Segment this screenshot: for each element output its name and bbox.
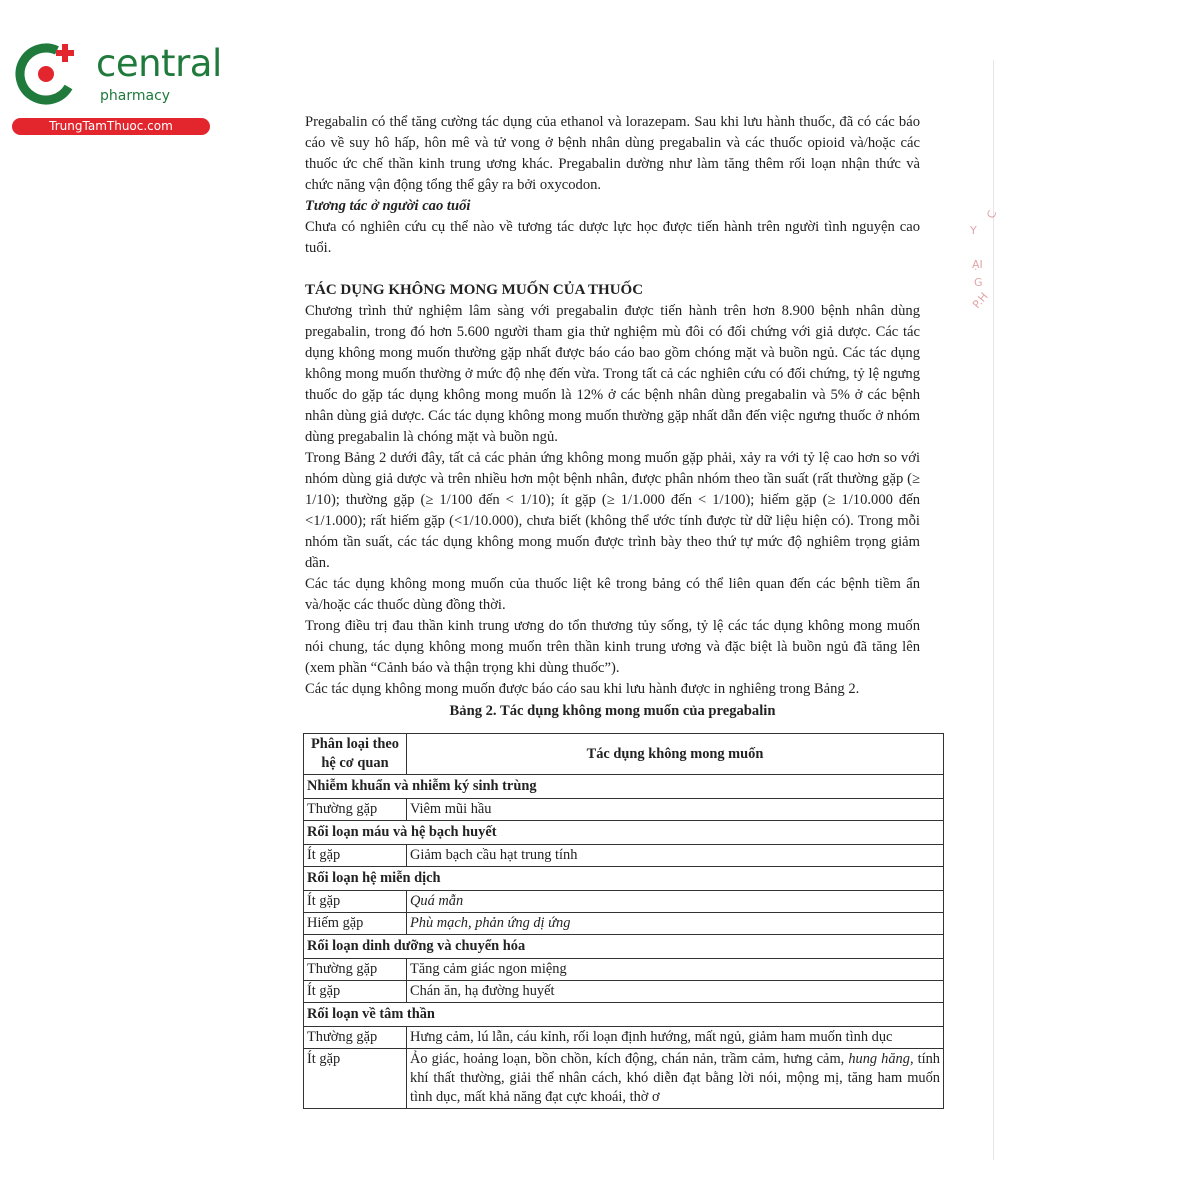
- section-heading: TÁC DỤNG KHÔNG MONG MUỐN CỦA THUỐC: [305, 282, 644, 298]
- paragraph: Trong Bảng 2 dưới đây, tất cả các phản ứng không mong muốn gặp phải, xảy ra với tỷ lệ cao hơn so với nhóm dùng giả dược và trên nhiều hơn một bệnh nhân, được phân nhóm theo tần suất (rất thường gặp (≥ 1/10); thường gặp (≥ 1/100 đến < 1/10); ít gặp (≥ 1/1.000 đến < 1/100); hiếm gặp (≥ 1/10.000 đến <1/1.000); rất hiếm gặp (<1/10.000), chưa biết (không thể ước tính được từ dữ liệu hiện có). Trong mỗi nhóm tần suất, các tác dụng không mong muốn được trình bày theo thứ tự mức độ nghiêm trọng giảm dần.: [305, 450, 920, 571]
- header-organ-class: Phân loại theo hệ cơ quan: [304, 734, 407, 775]
- frequency-cell: Ít gặp: [304, 1049, 407, 1109]
- stamp-watermark: [968, 190, 1008, 330]
- table-row: [304, 799, 944, 821]
- stamp-fragment: P.H: [970, 289, 991, 312]
- section-subheading: Tương tác ở người cao tuổi: [305, 198, 471, 214]
- group-label: Nhiễm khuẩn và nhiễm ký sinh trùng: [304, 775, 944, 799]
- paragraph: Pregabalin có thể tăng cường tác dụng của ethanol và lorazepam. Sau khi lưu hành thuốc, đã có các báo cáo về suy hô hấp, hôn mê và tử vong ở bệnh nhân dùng pregabalin và các thuốc opioid và/hoặc các thuốc ức chế thần kinh trung ương khác. Pregabalin dường như làm tăng thêm rối loạn nhận thức và chức năng vận động tổng thể gây ra bởi oxycodon.: [305, 114, 920, 193]
- effect-text: , tính khí thất thường, giải thể nhân cách, khó diễn đạt bằng lời nói, mộng mị, tăng ham muốn tình dục, mất khả năng đạt cực khoái, thờ ơ: [410, 1051, 940, 1105]
- effect-cell: Chán ăn, hạ đường huyết: [407, 981, 944, 1003]
- paragraph: Các tác dụng không mong muốn được báo cáo sau khi lưu hành được in nghiêng trong Bảng 2.: [305, 681, 860, 697]
- logo-website-bar: TrungTamThuoc.com: [12, 118, 210, 135]
- effect-cell: [407, 1049, 944, 1109]
- frequency-cell: Thường gặp: [304, 1027, 407, 1049]
- effect-cell: Quá mẫn: [407, 891, 944, 913]
- frequency-cell: Ít gặp: [304, 891, 407, 913]
- table-group-row: [304, 775, 944, 799]
- logo-subtitle: pharmacy: [100, 88, 171, 104]
- frequency-cell: Ít gặp: [304, 981, 407, 1003]
- effect-cell: Phù mạch, phản ứng dị ứng: [407, 913, 944, 935]
- document-body: [305, 112, 920, 722]
- table-group-row: [304, 867, 944, 891]
- group-label: Rối loạn hệ miễn dịch: [304, 867, 944, 891]
- stamp-fragment: Y: [970, 224, 977, 237]
- table-row: [304, 1027, 944, 1049]
- paragraph: Chương trình thử nghiệm lâm sàng với pregabalin được tiến hành trên hơn 8.900 bệnh nhân dùng pregabalin, trong đó hơn 5.600 người tham gia thử nghiệm mù đôi có đối chứng với giả dược. Các tác dụng không mong muốn thường gặp nhất được báo cáo bao gồm chóng mặt và buồn ngủ. Các tác dụng không mong muốn thường ở mức độ nhẹ đến vừa. Trong tất cả các nghiên cứu có đối chứng, tỷ lệ ngưng thuốc do gặp tác dụng không mong muốn là 12% ở các bệnh nhân dùng pregabalin và 5% ở các bệnh nhân dùng giả dược. Các tác dụng không mong muốn thường gặp nhất dẫn đến việc ngưng thuốc ở nhóm dùng pregabalin là chóng mặt và buồn ngủ.: [305, 303, 920, 445]
- table-header-row: [304, 734, 944, 775]
- adverse-effects-table: [303, 733, 944, 1109]
- effect-text-italic: hung hăng: [848, 1051, 910, 1067]
- table-row: [304, 913, 944, 935]
- table-row: [304, 845, 944, 867]
- table-row: [304, 891, 944, 913]
- effect-cell: Hưng cảm, lú lẫn, cáu kỉnh, rối loạn định hướng, mất ngủ, giảm ham muốn tình dục: [407, 1027, 944, 1049]
- table-row: [304, 959, 944, 981]
- effect-cell: Giảm bạch cầu hạt trung tính: [407, 845, 944, 867]
- header-adverse-effects: Tác dụng không mong muốn: [407, 734, 944, 775]
- frequency-cell: Thường gặp: [304, 959, 407, 981]
- effect-text: Ảo giác, hoảng loạn, bồn chồn, kích động, chán nản, trầm cảm, hưng cảm,: [410, 1051, 849, 1067]
- central-pharmacy-logo[interactable]: [12, 38, 222, 138]
- table-group-row: [304, 821, 944, 845]
- paragraph: Chưa có nghiên cứu cụ thể nào về tương tác dược lực học được tiến hành trên người tình nguyện cao tuổi.: [305, 219, 920, 256]
- paragraph: Các tác dụng không mong muốn của thuốc liệt kê trong bảng có thể liên quan đến các bệnh tiềm ẩn và/hoặc các thuốc dùng đồng thời.: [305, 576, 920, 613]
- logo-brand-name: central: [96, 42, 222, 85]
- frequency-cell: Thường gặp: [304, 799, 407, 821]
- effect-cell: Viêm mũi hầu: [407, 799, 944, 821]
- effect-cell: Tăng cảm giác ngon miệng: [407, 959, 944, 981]
- table-row: [304, 1049, 944, 1109]
- pharmacy-logo-icon: [12, 38, 84, 110]
- table-group-row: [304, 935, 944, 959]
- frequency-cell: Ít gặp: [304, 845, 407, 867]
- stamp-fragment: C: [984, 208, 1000, 221]
- group-label: Rối loạn máu và hệ bạch huyết: [304, 821, 944, 845]
- table-group-row: [304, 1003, 944, 1027]
- paragraph: Trong điều trị đau thần kinh trung ương do tổn thương tủy sống, tỷ lệ các tác dụng không mong muốn nói chung, tác dụng không mong muốn trên thần kinh trung ương và đặc biệt là buồn ngủ đã tăng lên (xem phần “Cảnh báo và thận trọng khi dùng thuốc”).: [305, 618, 920, 676]
- stamp-fragment: G: [974, 276, 983, 289]
- group-label: Rối loạn về tâm thần: [304, 1003, 944, 1027]
- table-row: [304, 981, 944, 1003]
- stamp-fragment: ẠI: [972, 258, 983, 271]
- table-title: Bảng 2. Tác dụng không mong muốn của pregabalin: [449, 703, 776, 719]
- group-label: Rối loạn dinh dưỡng và chuyển hóa: [304, 935, 944, 959]
- frequency-cell: Hiếm gặp: [304, 913, 407, 935]
